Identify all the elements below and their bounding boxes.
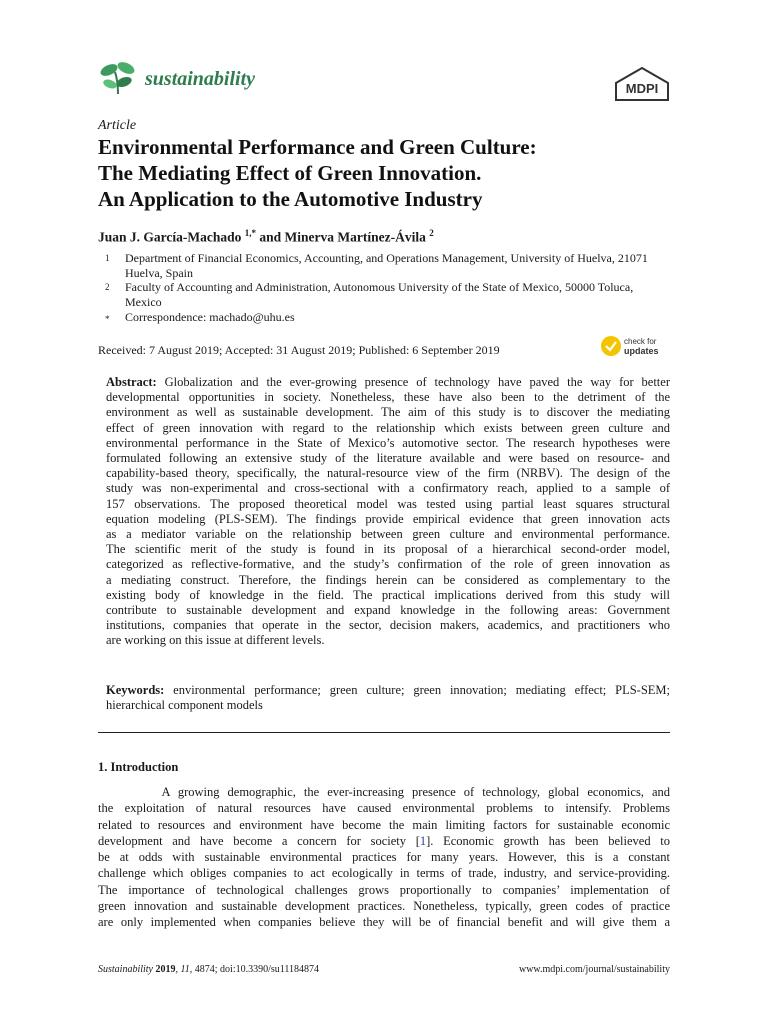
article-title	[98, 134, 678, 212]
abstract-line: effect of green innovation with regard to the relationship which exists between green culture and	[106, 420, 670, 435]
authors-conjunction: and	[256, 229, 285, 245]
introduction-body	[98, 784, 670, 931]
intro-line: A growing demographic, the ever-increasing presence of technology, global economics, and	[98, 785, 670, 799]
title-line-1: Environmental Performance and Green Culture:	[98, 135, 537, 159]
intro-line: green innovation and sustainable development practices. Nonetheless, typically, green codes of practice	[98, 899, 670, 914]
section-heading-introduction: 1. Introduction	[98, 760, 179, 774]
author-list	[98, 228, 434, 246]
abstract-line: The scientific merit of the study is found in its proposal of a hierarchical second-order model,	[106, 542, 670, 557]
footer-volume: , 11	[175, 964, 190, 975]
abstract-line: developmental opportunities in society. Nonetheless, these have also been to the detriment of the	[106, 390, 670, 405]
footer-year: 2019	[153, 964, 176, 975]
intro-line: be at odds with sustainable environmental practices for many years. However, this is a constant	[98, 850, 670, 865]
abstract	[106, 375, 670, 649]
keywords-label: Keywords:	[106, 683, 165, 697]
badge-line-2: updates	[624, 346, 659, 356]
footer-journal-url[interactable]: www.mdpi.com/journal/sustainability	[518, 964, 670, 975]
publisher-logo-text: MDPI	[625, 81, 659, 96]
correspondence-text: Correspondence: machado@uhu.es	[125, 310, 295, 324]
correspondence-marker: *	[105, 314, 110, 324]
publication-dates: Received: 7 August 2019; Accepted: 31 August 2019; Published: 6 September 2019	[98, 343, 500, 357]
abstract-line: capability-based theory, specifically, the natural-resource view of the firm (NRBV). The design of the	[106, 466, 670, 481]
article-type-label: Article	[98, 118, 137, 133]
abstract-line: environment as well as sustainable development. The aim of this study is to discover the mediating	[106, 405, 670, 420]
intro-line: development and have become a concern for society [1]. Economic growth has been believed to	[98, 833, 671, 848]
author-2-name: Minerva Martínez-Ávila	[284, 229, 426, 245]
affiliation-2	[98, 280, 668, 310]
title-line-2: The Mediating Effect of Green Innovation.	[98, 161, 482, 185]
abstract-line: contribute to sustainable development and expand knowledge in the following areas: Government	[106, 603, 670, 618]
affiliation-number: 2	[105, 282, 110, 292]
footer-citation	[98, 964, 319, 975]
abstract-line: categorized as reflective-formative, and the study’s confirmation of the role of green innovation as	[106, 557, 670, 572]
abstract-line: formulated following an extensive study of the literature available and were based on resource- and	[106, 451, 670, 466]
footer-journal: Sustainability	[98, 964, 153, 975]
check-for-updates-badge[interactable]	[600, 334, 670, 358]
intro-line: the exploitation of natural resources have caused environmental problems to intensify. Problems	[98, 801, 670, 816]
citation-link[interactable]: 1	[419, 833, 427, 848]
abstract-line: a mediating construct. Therefore, the findings herein can be considered as complementary to the	[106, 572, 670, 587]
abstract-line: existing body of knowledge in the field. The practical implications derived from this study will	[106, 587, 670, 602]
intro-line: challenge which obliges companies to act ecologically in terms of trade, industry, and service-providing.	[98, 866, 670, 881]
affiliation-1	[98, 251, 668, 281]
abstract-line: institutions, companies that operate in the sector, decision makers, academics, and practitioners who	[106, 618, 670, 633]
journal-leaf-logo-icon	[98, 60, 138, 96]
author-1-affiliation-marker: 1,*	[244, 228, 257, 238]
abstract-line: as a mediator variable on the relationship between green culture and environmental performance.	[106, 527, 670, 542]
keywords	[106, 683, 670, 713]
intro-line: related to resources and environment have become the main limiting factors for sustainable economic	[98, 817, 670, 832]
abstract-line: are working on this issue at different levels.	[106, 633, 325, 648]
author-2-affiliation-marker: 2	[429, 228, 434, 238]
abstract-line: 157 observations. The proposed theoretical model was tested using partial least squares structural	[106, 496, 670, 511]
affiliation-text: Faculty of Accounting and Administration, Autonomous University of the State of Mexico, 50000 Toluca, Mexico	[125, 280, 634, 309]
abstract-line: study was non-experimental and cross-sectional with a confirmatory reach, applied to a sample of	[106, 481, 670, 496]
intro-line: The importance of technological challenges grows proportionally to companies’ implementation of	[98, 882, 670, 897]
affiliation-text: Department of Financial Economics, Accounting, and Operations Management, University of Huelva, 21071 Huelva, Spain	[125, 251, 648, 280]
abstract-line: environmental performance in the State of Mexico’s automotive sector. The research hypotheses were	[106, 435, 670, 450]
affiliation-number: 1	[105, 253, 110, 263]
keywords-line: Keywords: environmental performance; green culture; green innovation; mediating effect; PLS-SEM;	[106, 683, 670, 697]
check-badge-circle	[601, 336, 621, 356]
title-line-3: An Application to the Automotive Industry	[98, 187, 483, 211]
keywords-line: hierarchical component models	[106, 698, 263, 713]
abstract-line: Abstract: Globalization and the ever-growing presence of technology have paved the way for better	[106, 375, 670, 389]
journal-name: sustainability	[145, 68, 256, 90]
author-1-name: Juan J. García-Machado	[98, 229, 242, 245]
mdpi-logo-icon	[612, 66, 672, 102]
abstract-label: Abstract:	[106, 375, 157, 389]
correspondence	[98, 310, 668, 325]
badge-line-1: check for	[624, 337, 657, 346]
abstract-line: equation modeling (PLS-SEM). The findings provide empirical evidence that green innovation acts	[106, 511, 670, 526]
section-divider	[98, 732, 670, 733]
intro-line: are only implemented when companies believe they will be of financial benefit and will give them a	[98, 915, 670, 930]
footer-doi: , 4874; doi:10.3390/su11184874	[189, 964, 320, 975]
